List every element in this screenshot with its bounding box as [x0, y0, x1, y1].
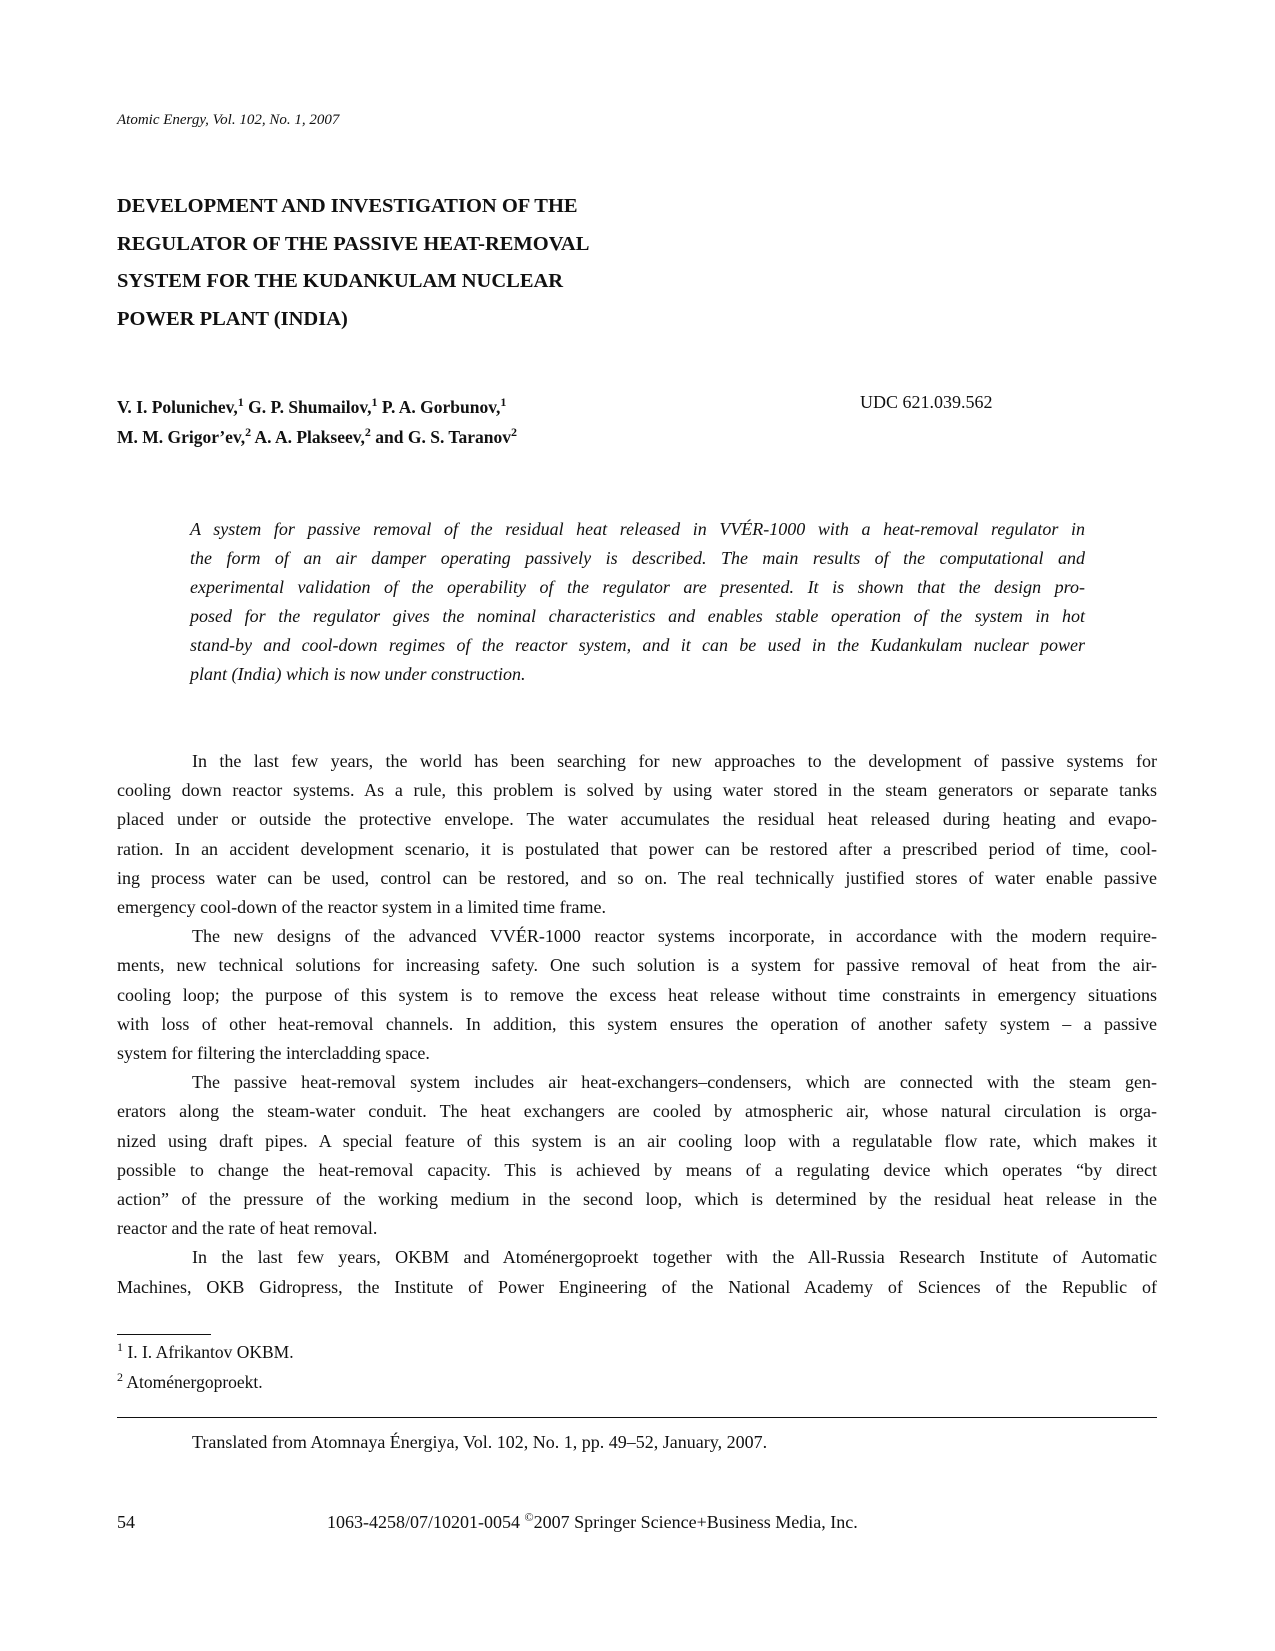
author-name: and G. S. Taranov — [370, 427, 511, 447]
body-line: cooling down reactor systems. As a rule, this problem is solved by using water stored in the steam generators or separate tanks — [117, 780, 1157, 801]
footnote-1 — [117, 1337, 294, 1367]
author-name: P. A. Gorbunov, — [377, 397, 501, 417]
publisher-line: 2007 Springer Science+Business Media, Inc. — [533, 1512, 858, 1532]
body-line: possible to change the heat-removal capacity. This is achieved by means of a regulating device which operates “by direct — [117, 1159, 1157, 1180]
body-line: In the last few years, OKBM and Atoménergoproekt together with the All-Russia Research Institute of Automatic — [192, 1247, 1157, 1268]
footnote-mark: 2 — [117, 1370, 123, 1384]
title-line: SYSTEM FOR THE KUDANKULAM NUCLEAR — [117, 270, 564, 292]
footnote-text: I. I. Afrikantov OKBM. — [123, 1342, 294, 1362]
abstract-line: plant (India) which is now under construction. — [190, 664, 526, 684]
affiliation-mark: 1 — [500, 395, 507, 409]
title-line: DEVELOPMENT AND INVESTIGATION OF THE — [117, 195, 578, 217]
body-line: The passive heat-removal system includes air heat-exchangers–condensers, which are connected with the steam gen- — [192, 1072, 1157, 1093]
footer-divider — [117, 1417, 1157, 1418]
title-line: POWER PLANT (INDIA) — [117, 307, 348, 330]
translation-note: Translated from Atomnaya Énergiya, Vol. 102, No. 1, pp. 49–52, January, 2007. — [192, 1432, 768, 1452]
author-name: A. A. Plakseev, — [251, 427, 365, 447]
abstract-line: the form of an air damper operating passively is described. The main results of the computational and — [190, 548, 1085, 568]
affiliation-mark: 2 — [364, 425, 371, 439]
body-line: The new designs of the advanced VVÉR-1000 reactor systems incorporate, in accordance with the modern require- — [192, 926, 1157, 947]
abstract-line: posed for the regulator gives the nominal characteristics and enables stable operation of the system in hot — [190, 606, 1085, 626]
issn-copyright — [327, 1512, 858, 1533]
abstract — [190, 515, 1085, 689]
article-title — [117, 188, 677, 338]
udc-code: UDC 621.039.562 — [860, 392, 993, 412]
affiliation-mark: 2 — [510, 425, 517, 439]
footnotes — [117, 1337, 294, 1397]
footnote-text: Atoménergoproekt. — [123, 1372, 263, 1392]
journal-citation: Atomic Energy, Vol. 102, No. 1, 2007 — [117, 112, 340, 128]
copyright-symbol: © — [524, 1510, 534, 1524]
body-line: nized using draft pipes. A special feature of this system is an air cooling loop with a regulatable flow rate, which makes it — [117, 1130, 1157, 1151]
body-line: ration. In an accident development scenario, it is postulated that power can be restored after a prescribed period of time, cool- — [117, 838, 1157, 859]
body-line: ments, new technical solutions for increasing safety. One such solution is a system for passive removal of heat from the air- — [117, 955, 1157, 976]
author-list — [117, 392, 517, 452]
abstract-line: experimental validation of the operability of the regulator are presented. It is shown that the design pro- — [190, 577, 1085, 597]
page-number: 54 — [117, 1512, 135, 1532]
author-name: G. P. Shumailov, — [243, 397, 372, 417]
affiliation-mark: 1 — [371, 395, 378, 409]
body-line: cooling loop; the purpose of this system is to remove the excess heat release without time constraints in emergency situations — [117, 984, 1157, 1005]
body-line: with loss of other heat-removal channels. In addition, this system ensures the operation of another safety system – a passive — [117, 1013, 1157, 1034]
body-line: Machines, OKB Gidropress, the Institute of Power Engineering of the National Academy of Sciences of the Republic of — [117, 1276, 1157, 1297]
body-line: reactor and the rate of heat removal. — [117, 1218, 378, 1239]
footnote-mark: 1 — [117, 1340, 123, 1354]
author-line-2 — [117, 422, 517, 452]
author-name: V. I. Polunichev, — [117, 397, 238, 417]
body-line: action” of the pressure of the working medium in the second loop, which is determined by the residual heat release in the — [117, 1189, 1157, 1210]
footnote-divider — [117, 1334, 211, 1335]
title-line: REGULATOR OF THE PASSIVE HEAT-REMOVAL — [117, 232, 590, 255]
affiliation-mark: 1 — [237, 395, 244, 409]
body-line: placed under or outside the protective envelope. The water accumulates the residual heat released during heating and evapo- — [117, 809, 1157, 830]
affiliation-mark: 2 — [245, 425, 252, 439]
author-line-1 — [117, 392, 517, 422]
body-line: erators along the steam-water conduit. The heat exchangers are cooled by atmospheric air, whose natural circulation is orga- — [117, 1101, 1157, 1122]
issn-code: 1063-4258/07/10201-0054 — [327, 1512, 525, 1532]
abstract-line: A system for passive removal of the residual heat released in VVÉR-1000 with a heat-removal regulator in — [190, 519, 1085, 539]
abstract-line: stand-by and cool-down regimes of the reactor system, and it can be used in the Kudankulam nuclear power — [190, 635, 1085, 655]
body-line: emergency cool-down of the reactor system in a limited time frame. — [117, 897, 606, 918]
body-line: In the last few years, the world has been searching for new approaches to the development of passive systems for — [192, 751, 1157, 771]
footnote-2 — [117, 1367, 294, 1397]
body-text — [117, 747, 1157, 1302]
body-line: ing process water can be used, control can be restored, and so on. The real technically justified stores of water enable passive — [117, 867, 1157, 888]
author-name: M. M. Grigor’ev, — [117, 427, 246, 447]
body-line: system for filtering the intercladding space. — [117, 1043, 430, 1064]
